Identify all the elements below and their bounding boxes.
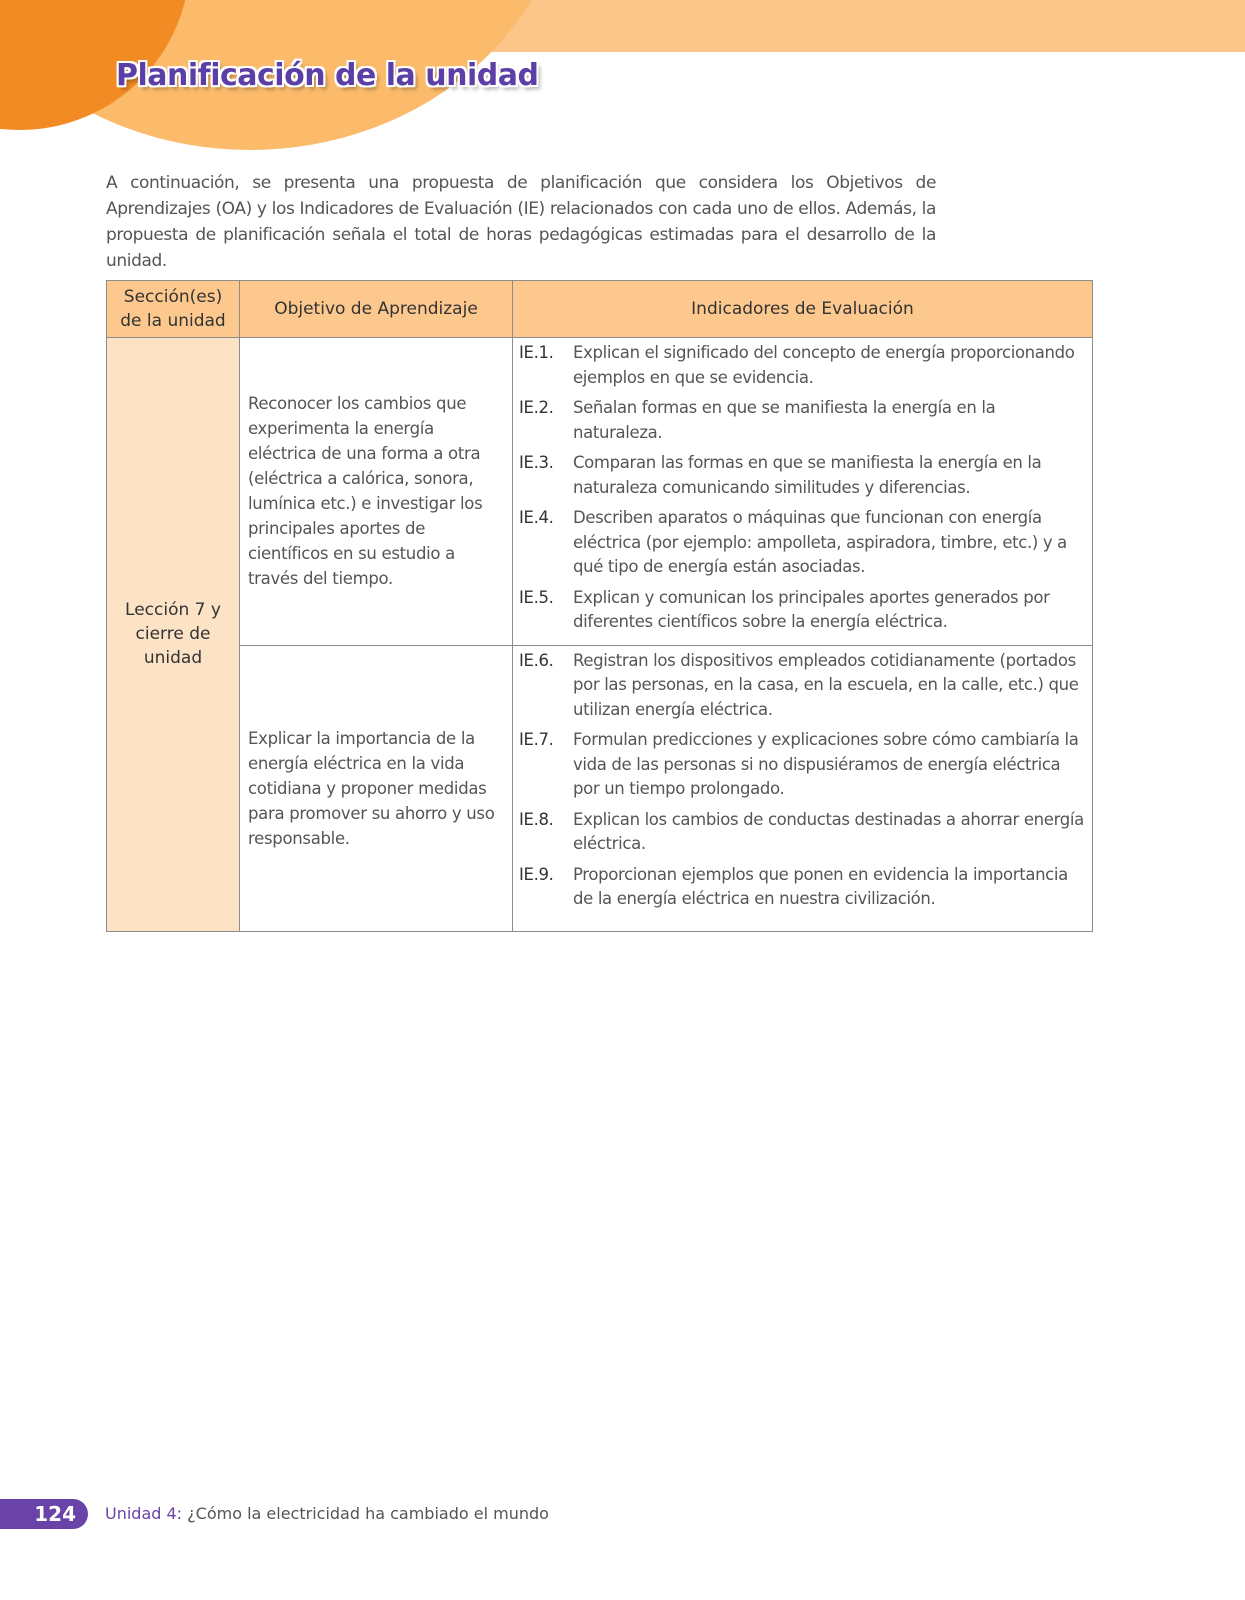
header-indicators: Indicadores de Evaluación bbox=[513, 281, 1093, 338]
indicator-item bbox=[519, 341, 1086, 390]
indicator-code: IE.7. bbox=[519, 730, 554, 749]
footer-unit-question: ¿Cómo la electricidad ha cambiado el mundo bbox=[182, 1504, 549, 1523]
header-section: Sección(es) de la unidad bbox=[107, 281, 240, 338]
indicator-item bbox=[519, 808, 1086, 857]
planning-table bbox=[106, 280, 1093, 932]
indicator-item bbox=[519, 396, 1086, 445]
indicator-item bbox=[519, 863, 1086, 912]
indicator-code: IE.5. bbox=[519, 587, 554, 607]
indicator-item bbox=[519, 506, 1086, 580]
indicator-text: Señalan formas en que se manifiesta la energía en la naturaleza. bbox=[573, 398, 996, 442]
indicator-text: Registran los dispositivos empleados cotidianamente (portados por las personas, en la casa, en la escuela, en la calle, etc.) que utilizan energía eléctrica. bbox=[573, 650, 1079, 719]
indicator-code: IE.2. bbox=[519, 398, 554, 417]
objective-cell: Reconocer los cambios que experimenta la energía eléctrica de una forma a otra (eléctrica a calórica, sonora, lumínica etc.) e investigar los principales aportes de científicos en su estudio a través del tiempo. bbox=[240, 338, 513, 646]
indicator-text: Explican el significado del concepto de energía proporcionando ejemplos en que se evidencia. bbox=[573, 343, 1075, 387]
indicator-code: IE.9. bbox=[519, 864, 554, 884]
table-header-row bbox=[107, 281, 1093, 338]
indicator-text: Explican los cambios de conductas destinadas a ahorrar energía eléctrica. bbox=[573, 809, 1084, 853]
page-title: Planificación de la unidad bbox=[116, 58, 539, 93]
indicator-text: Explican y comunican los principales aportes generados por diferentes científicos sobre la energía eléctrica. bbox=[573, 587, 1050, 631]
indicators-cell bbox=[513, 338, 1093, 646]
indicator-text: Comparan las formas en que se manifiesta la energía en la naturaleza comunicando similitudes y diferencias. bbox=[573, 453, 1042, 497]
indicator-code: IE.8. bbox=[519, 809, 554, 829]
footer-unit-title bbox=[105, 1504, 549, 1523]
indicator-item bbox=[519, 728, 1086, 802]
indicator-text: Proporcionan ejemplos que ponen en evidencia la importancia de la energía eléctrica en nuestra civilización. bbox=[573, 864, 1068, 908]
indicator-item bbox=[519, 649, 1086, 723]
table-row bbox=[107, 645, 1093, 931]
indicator-code: IE.1. bbox=[519, 343, 554, 362]
indicator-code: IE.4. bbox=[519, 508, 554, 527]
indicator-item bbox=[519, 451, 1086, 500]
indicator-text: Formulan predicciones y explicaciones sobre cómo cambiaría la vida de las personas si no dispusiéramos de energía eléctrica por un tiempo prolongado. bbox=[573, 730, 1079, 798]
page-number-badge: 124 bbox=[0, 1499, 88, 1529]
indicators-cell bbox=[513, 645, 1093, 931]
indicator-text: Describen aparatos o máquinas que funcionan con energía eléctrica (por ejemplo: ampolleta, aspiradora, timbre, etc.) y a qué tipo de energía están asociadas. bbox=[573, 508, 1067, 576]
table-row bbox=[107, 338, 1093, 646]
footer-unit-label: Unidad 4: bbox=[105, 1504, 183, 1523]
objective-cell: Explicar la importancia de la energía eléctrica en la vida cotidiana y proponer medidas para promover su ahorro y uso responsable. bbox=[240, 645, 513, 931]
section-cell: Lección 7 y cierre de unidad bbox=[107, 338, 240, 932]
header-objective: Objetivo de Aprendizaje bbox=[240, 281, 513, 338]
indicator-item bbox=[519, 586, 1086, 635]
intro-paragraph: A continuación, se presenta una propuesta de planificación que considera los Objetivos de Aprendizajes (OA) y los Indicadores de Evaluación (IE) relacionados con cada uno de ellos. Además, la propuesta de planificación señala el total de horas pedagógicas estimadas para el desarrollo de la unidad. bbox=[106, 173, 936, 271]
indicator-code: IE.6. bbox=[519, 650, 554, 670]
indicator-code: IE.3. bbox=[519, 453, 554, 472]
